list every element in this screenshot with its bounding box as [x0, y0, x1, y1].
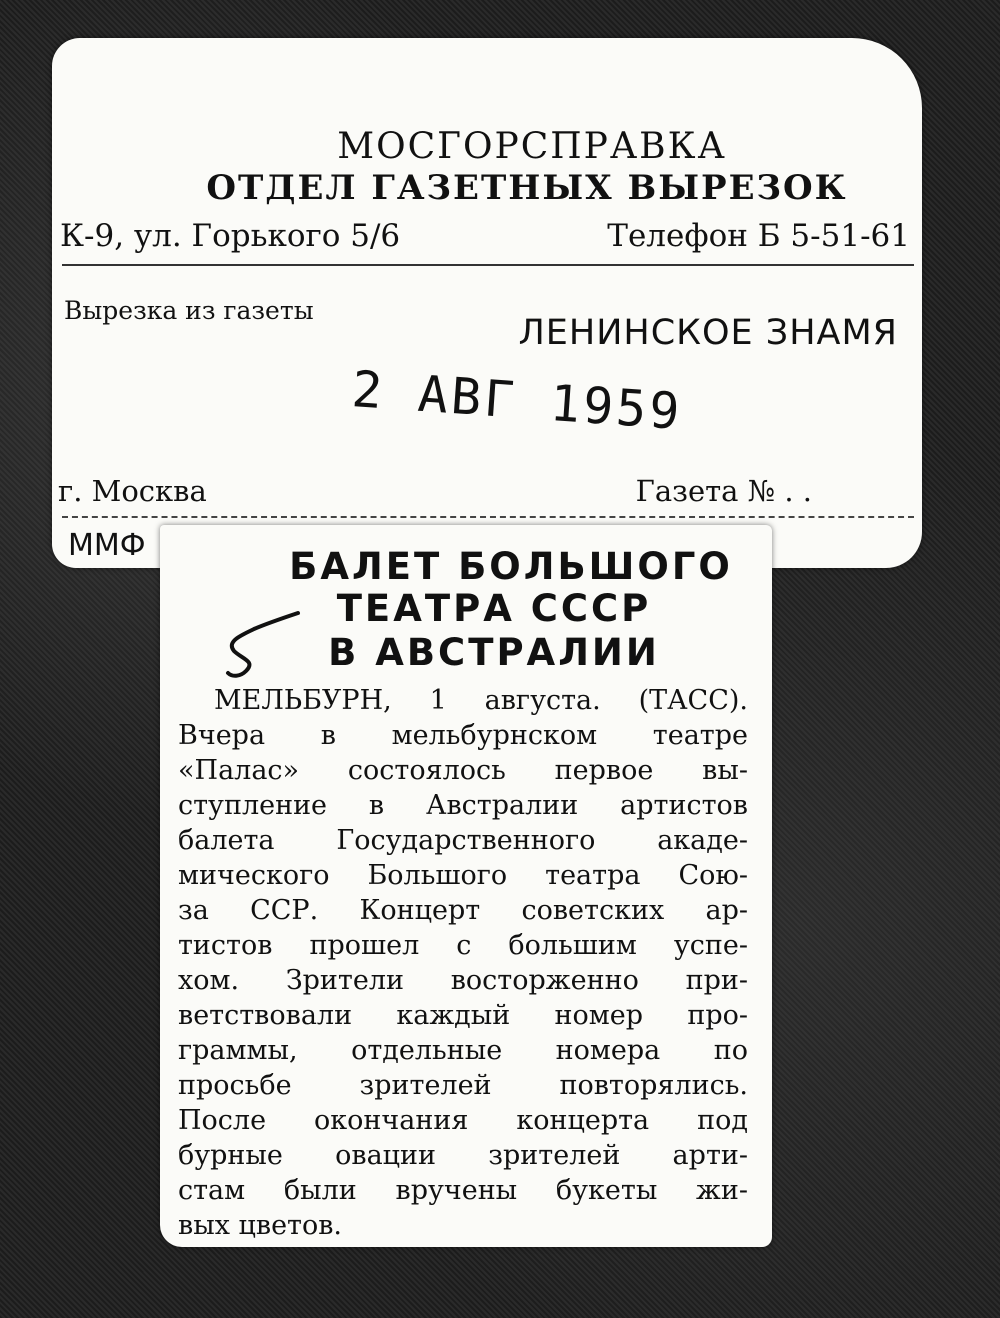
headline-line-2: ТЕАТРА СССР [336, 587, 652, 630]
article-clipping [160, 525, 772, 1247]
city-label: г. Москва [58, 474, 207, 508]
article-line: граммы, отдельные номера по [178, 1035, 748, 1066]
newspaper-number-label: Газета № . . [635, 474, 812, 508]
article-line: тистов прошел с большим успе- [178, 930, 748, 961]
newspaper-name: ЛЕНИНСКОЕ ЗНАМЯ [518, 313, 898, 353]
article-line: МЕЛЬБУРН, 1 августа. (ТАСС). [214, 685, 748, 716]
clipping-bureau-header-card [52, 38, 922, 568]
article-line: вых цветов. [178, 1210, 343, 1241]
clipping-from-label: Вырезка из газеты [64, 296, 314, 325]
article-line: «Палас» состоялось первое вы- [178, 755, 748, 786]
bureau-phone: Телефон Б 5-51-61 [607, 218, 910, 254]
article-line: за ССР. Концерт советских ар- [178, 895, 748, 926]
mmf-label: ММФ [68, 528, 146, 563]
article-line: стам были вручены букеты жи- [178, 1175, 748, 1206]
article-line: Вчера в мельбурнском театре [178, 720, 748, 751]
article-line: просьбе зрителей повторялись. [178, 1070, 748, 1101]
bureau-name: МОСГОРСПРАВКА [337, 126, 727, 167]
date-stamp: 2 АВГ 1959 [349, 360, 685, 442]
article-line: хом. Зрители восторженно при- [178, 965, 748, 996]
footer-divider [62, 516, 914, 518]
article-line: ступление в Австралии артистов [178, 790, 748, 821]
handwritten-mark-icon [216, 605, 306, 685]
article-line: ветствовали каждый номер про- [178, 1000, 748, 1031]
headline-line-3: В АВСТРАЛИИ [328, 631, 660, 674]
article-line: После окончания концерта под [178, 1105, 748, 1136]
header-divider [62, 264, 914, 266]
article-line: мического Большого театра Сою- [178, 860, 748, 891]
article-line: балета Государственного акаде- [178, 825, 748, 856]
department-name: ОТДЕЛ ГАЗЕТНЫХ ВЫРЕЗОК [206, 168, 848, 208]
article-line: бурные овации зрителей арти- [178, 1140, 748, 1171]
headline-line-1: БАЛЕТ БОЛЬШОГО [289, 545, 733, 588]
bureau-address: К-9, ул. Горького 5/6 [60, 218, 401, 254]
